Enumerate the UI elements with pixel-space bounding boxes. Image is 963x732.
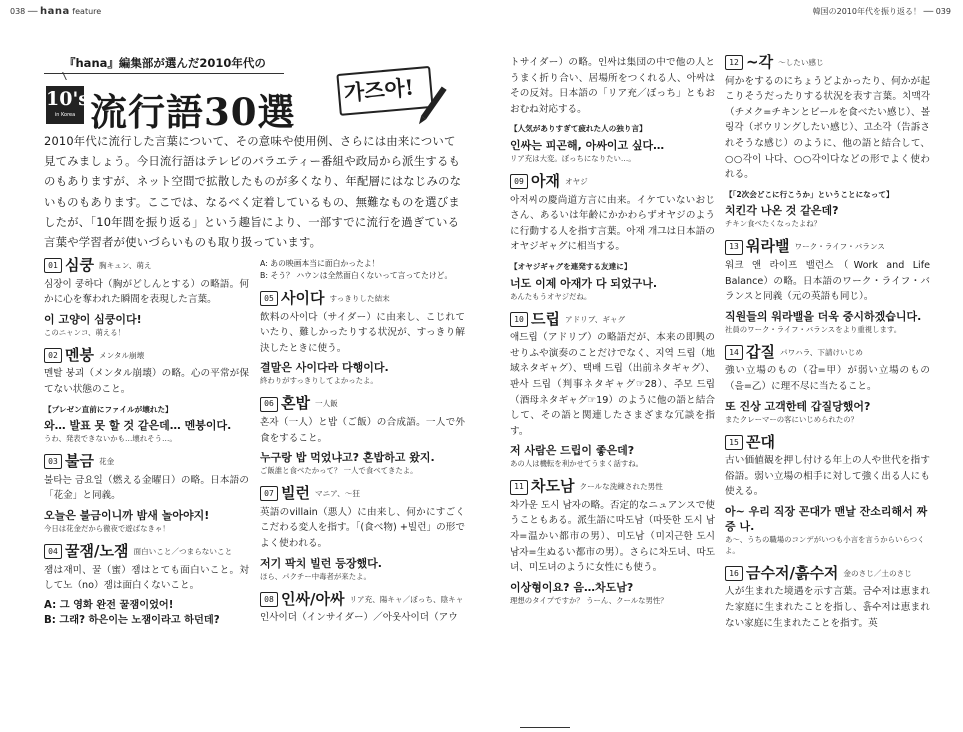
entry-08-continued (510, 55, 715, 164)
example-sentence: 누구랑 밥 먹었냐고? 혼밥하고 왔지. (260, 451, 435, 465)
example-sentence: 저 사람은 드립이 좋은데? (510, 444, 635, 458)
entry-gloss: 胸キュン、萌え (98, 261, 152, 270)
entry-gloss: メンタル崩壊 (98, 350, 145, 360)
entry-number: 03 (44, 454, 62, 469)
entry-description: 애드립（アドリブ）の略語だが、本来の即興のせりふや演奏のことだけでなく、지역 드립（地域ネタギャグ）、택배 드립（出前ネタギャグ）、판사 드립（判事ネタギャグ☞28）、주모 드립（酒母ネタギャグ☞19）のように他の語と結合して、その語と関連したさまざまな冗談を指す。 (510, 332, 715, 437)
entry-16 (725, 563, 930, 631)
entry-head (260, 396, 465, 412)
entry-description: 혼자（一人）と밥（ご飯）の合成語。一人で外食をすること。 (260, 416, 465, 444)
entry-03 (44, 454, 249, 534)
page-number-left: 038 (10, 7, 26, 16)
entry-01 (44, 258, 249, 338)
example-translation: 理想のタイプですか？ うーん、クールな男性？ (510, 595, 668, 605)
entry-number: 08 (260, 592, 278, 607)
page-header-right (813, 6, 951, 17)
entry-head (44, 345, 249, 364)
example-sentence: 저기 팍치 빌런 등장했다. (260, 556, 382, 570)
entry-word: 빌런 (281, 484, 310, 503)
entry-number: 12 (725, 55, 743, 70)
example-sentence: 또 진상 고객한테 갑질당했어? (725, 399, 871, 413)
entry-description: 불타는 금요일（燃える金曜日）の略。日本語の「花金」と同義。 (44, 474, 249, 502)
example-sentence: 직원들의 워라밸을 더욱 중시하겠습니다. (725, 309, 922, 323)
entry-word: 꿀잼/노잼 (65, 541, 129, 560)
entry-description: 強い立場のもの（갑=甲）が弱い立場のもの（을=乙）に理不尽に当たること。 (725, 365, 930, 392)
footer-rule (520, 727, 570, 728)
example-context: 【人気がありすぎて疲れた人の独り言】 (510, 124, 647, 134)
entry-04-continued (260, 258, 465, 281)
column-1 (44, 258, 249, 638)
example-translation: あんたもうオヤジだね。 (510, 291, 592, 301)
entry-head (725, 342, 930, 361)
entry-word: 아재 (531, 171, 560, 190)
example-sentence: 아~ 우리 직장 꼰대가 맨날 잔소리해서 짜증 나. (725, 504, 928, 533)
entry-description: 아저씨の慶尚道方言に由来。イケていないおじさん、あるいは年齢にかかわらずオヤジのように行動する人を指す言葉。아재 개그は日本語のオヤジギャグに相当する。 (510, 194, 715, 253)
entry-description: 차가운 도시 남자の略。否定的なニュアンスで使うこともある。派生語に따도남（따뜻한 도시 남자=温かい都市の男）、미도남（미지근한 도시 남자=生ぬるい都市の男）。さらに차도녀、따도녀、미도녀のように女性にも使う。 (510, 499, 715, 574)
example-sentence: 치킨각 나온 것 같은데? (725, 204, 839, 218)
entry-description: 잼は재미、꿀（蜜）잼はとても面白いこと。対して노（no）잼は面白くないこと。 (44, 564, 249, 592)
main-title: 流行語30選 (90, 90, 296, 134)
entry-word: 혼밥 (281, 394, 310, 413)
entry-word: 워라밸 (746, 237, 790, 256)
entry-gloss: パワハラ、下請けいじめ (779, 347, 863, 357)
example-translation: あの人は機転を利かせてうまく話すね。 (510, 459, 644, 469)
entry-description: 심장이 쿵하다（胸がどしんとする）の略語。何かに心を奪われた瞬間を表現した言葉。 (44, 278, 249, 306)
example-sentence: 이상형이요? 음…차도남? (510, 580, 634, 594)
entry-10 (510, 309, 715, 470)
example-translation: リア充は大変。ぼっちになりたい…。 (510, 153, 636, 163)
column-2 (260, 258, 465, 636)
entry-word: 심쿵 (65, 256, 94, 274)
dialog-translation-b: B: そう？ ハウンは全然面白くないって言ってたけど。 (260, 270, 453, 280)
entry-14 (725, 342, 930, 425)
example-context: 【オヤジギャグを連発する友達に】 (510, 261, 632, 271)
header-rule-left: ── (27, 7, 41, 16)
entry-description: 人が生まれた境遇を示す言葉。금수저は恵まれた家庭に生まれたことを指し、흙수저は恵まれない家庭に生まれたことを指す。英 (725, 586, 930, 629)
entry-gloss: 面白いこと／つまらないこと (133, 546, 233, 556)
entry-gloss: 金のさじ／土のさじ (843, 568, 912, 578)
entry-head (44, 454, 249, 470)
kicker-underline (44, 73, 284, 74)
feature-title: 韓国の2010年代を振り返る！ (812, 7, 921, 16)
pencil-tip (416, 116, 426, 126)
dialog-line-b: B: 그래? 하은이는 노잼이라고 하던데? (44, 614, 220, 626)
entry-description: 인사이더（インサイダー）／아웃사이더（アウ (260, 612, 458, 624)
column-4 (725, 55, 930, 641)
example-sentence: 이 고양이 심쿵이다! (44, 312, 142, 326)
entry-11 (510, 479, 715, 606)
header-rule-right: ── (923, 7, 936, 16)
entry-head (260, 589, 465, 608)
entry-gloss: 一人飯 (314, 399, 338, 409)
intro-paragraph: 2010年代に流行した言葉について、その意味や使用例、さらには由来について見てみましょう。今日流行語はテレビのバラエティー番組や政局から派生するものもありますが、ネット空間で拡散したものが多くなり、年配層にはなじみのないものもあります。ここでは、なるべく定着しているもの、無難なものを選びましたが、「10年間を振り返る」という趣旨により、一部すでに流行を過ぎている言葉や学習者が使いづらいものも取り扱っています。 (44, 134, 462, 250)
entry-gloss: ワーク・ライフ・バランス (794, 242, 885, 252)
example-sentence: 너도 이제 아재가 다 되었구나. (510, 276, 658, 290)
entry-number: 04 (44, 544, 62, 559)
entry-number: 13 (725, 240, 743, 255)
title-kicker: 『hana』編集部が選んだ2010年代の (64, 56, 266, 70)
entry-description: 古い価値観を押し付ける年上の人や世代を指す俗語。弱い立場の相手に対して強く出る人にも使える。 (725, 455, 930, 498)
entry-number: 02 (44, 348, 62, 363)
stamp-text: 가즈아! (342, 74, 415, 106)
entry-15 (725, 432, 930, 556)
entry-gloss: すっきりした結末 (329, 294, 390, 303)
entry-word: 사이다 (281, 289, 325, 307)
entry-number: 06 (260, 397, 278, 412)
magazine-logo: hana (40, 6, 70, 17)
example-translation: このニャンコ、萌える！ (44, 327, 126, 337)
entry-head (510, 479, 715, 495)
example-sentence: 오늘은 불금이니까 밤새 놀아야지! (44, 508, 210, 522)
stamp-graphic (336, 66, 431, 116)
entry-head (44, 541, 249, 560)
entry-gloss: マニア、～狂 (314, 489, 360, 499)
entry-word: 인싸/아싸 (281, 589, 345, 608)
entry-number: 16 (725, 566, 743, 581)
example-translation: ほら、パクチー中毒者が来たよ。 (260, 571, 371, 581)
tens-badge (46, 86, 89, 124)
entry-description: 何かをするのにちょうどよかったり、何かが起こりそうだったりする状況を表す言葉。치맥각（チメク=チキンとビールを食べたい感じ）、볼링각（ボウリングしたい感じ）、고소각（告訴されそうな感じ）のように、他の語と結合して、○○각이 나다、○○각이다などの形でよく使われる。 (725, 75, 930, 181)
entry-word: 불금 (65, 452, 94, 471)
entry-gloss: リア充、陽キャ／ぼっち、陰キャ (349, 594, 464, 604)
entry-description: トサイダー）の略。인싸は集団の中で他の人とうまく折り合い、居場所をつくれる人、아싸はその反対。日本語の「リア充／ぼっち」ともおおむね対応する。 (510, 57, 715, 115)
column-3 (510, 55, 715, 616)
badge-caption: in Korea (54, 112, 76, 118)
example-translation: 社員のワーク・ライフ・バランスをより重視します。 (725, 324, 902, 334)
entry-number: 10 (510, 312, 528, 327)
entry-07 (260, 486, 465, 581)
entry-head (510, 171, 715, 190)
entry-word: 차도남 (531, 477, 575, 496)
entry-word: 드립 (531, 309, 560, 328)
dialog-translation-a: A: あの映画本当に面白かったよ！ (260, 259, 380, 268)
entry-head (725, 432, 930, 451)
example-translation: チキン食べたくなったよね？ (725, 219, 822, 229)
example-sentence: 결말은 사이다라 다행이다. (260, 361, 389, 375)
entry-04 (44, 541, 249, 628)
entry-head (44, 258, 249, 274)
entry-number: 14 (725, 345, 743, 360)
entry-head (260, 486, 465, 502)
entry-head (725, 55, 930, 71)
entry-head (725, 563, 930, 582)
entry-description: 워크 앤 라이프 밸런스（Work and Life Balance）の略。日本語のワーク・ライフ・バランスと同義（元の英語も同じ）。 (725, 259, 930, 303)
example-translation: 終わりがすっきりしてよかったよ。 (260, 376, 378, 386)
entry-number: 01 (44, 258, 62, 273)
entry-word: 갑질 (746, 342, 775, 361)
entry-12 (725, 55, 930, 229)
section-label: feature (72, 7, 102, 16)
entry-word: 꼰대 (746, 432, 775, 451)
entry-description: 飲料の사이다（サイダー）に由来し、こじれていたり、難しかったりする状況が、すっきり解決したときに使う。 (260, 311, 465, 354)
example-translation: またクレーマーの客にいじめられたの？ (725, 414, 859, 424)
entry-02 (44, 345, 249, 444)
page-number-right: 039 (935, 7, 951, 16)
entry-gloss: ～したい感じ (778, 58, 824, 67)
entry-09 (510, 171, 715, 302)
entry-13 (725, 239, 930, 334)
entry-number: 11 (510, 480, 528, 495)
entry-gloss: オヤジ (564, 176, 588, 186)
entry-gloss: アドリブ、ギャグ (564, 314, 626, 324)
page-header-left (10, 6, 101, 17)
entry-number: 05 (260, 291, 278, 306)
entry-gloss: クールな洗練された男性 (579, 482, 663, 492)
entry-head (260, 291, 465, 307)
example-context: 【プレゼン直前にファイルが壊れた】 (44, 404, 173, 414)
entry-word: ~각 (746, 53, 774, 71)
entry-number: 15 (725, 435, 743, 450)
entry-number: 09 (510, 174, 528, 189)
example-sentence: 인싸는 피곤해, 아싸이고 싶다… (510, 138, 665, 152)
entry-number: 07 (260, 486, 278, 501)
example-translation: あ～、うちの職場のコンデがいつも小言を言うからいらつくよ。 (725, 534, 925, 555)
entry-head (510, 309, 715, 328)
example-translation: 今日は花金だから徹夜で遊ばなきゃ！ (44, 523, 170, 533)
example-sentence: 와… 발표 못 할 것 같은데… 멘붕이다. (44, 419, 232, 433)
dialog-line-a: A: 그 영화 완전 꿀잼이었어! (44, 599, 174, 611)
badge-number: 10's (46, 88, 89, 110)
entry-description: 멘탈 붕괴（メンタル崩壊）の略。心の平常が保てない状態のこと。 (44, 368, 249, 395)
entry-gloss: 花金 (98, 457, 115, 467)
entry-06 (260, 396, 465, 476)
example-translation: ご飯誰と食べたかって？ 一人で食べてきたよ。 (260, 466, 418, 476)
example-context: 【「2次会どこに行こうか」ということになって】 (725, 189, 894, 199)
entry-08 (260, 589, 465, 626)
entry-05 (260, 291, 465, 386)
entry-head (725, 239, 930, 255)
entry-word: 멘붕 (65, 345, 94, 364)
example-translation: うわ、発表できないかも…壊れそう…。 (44, 434, 177, 444)
entry-word: 금수저/흙수저 (746, 563, 839, 582)
entry-description: 英語のvillain（悪人）に由来し、何かにすごくこだわる変人を指す。「(食べ物) +빌런」の形でよく使われる。 (260, 506, 465, 549)
